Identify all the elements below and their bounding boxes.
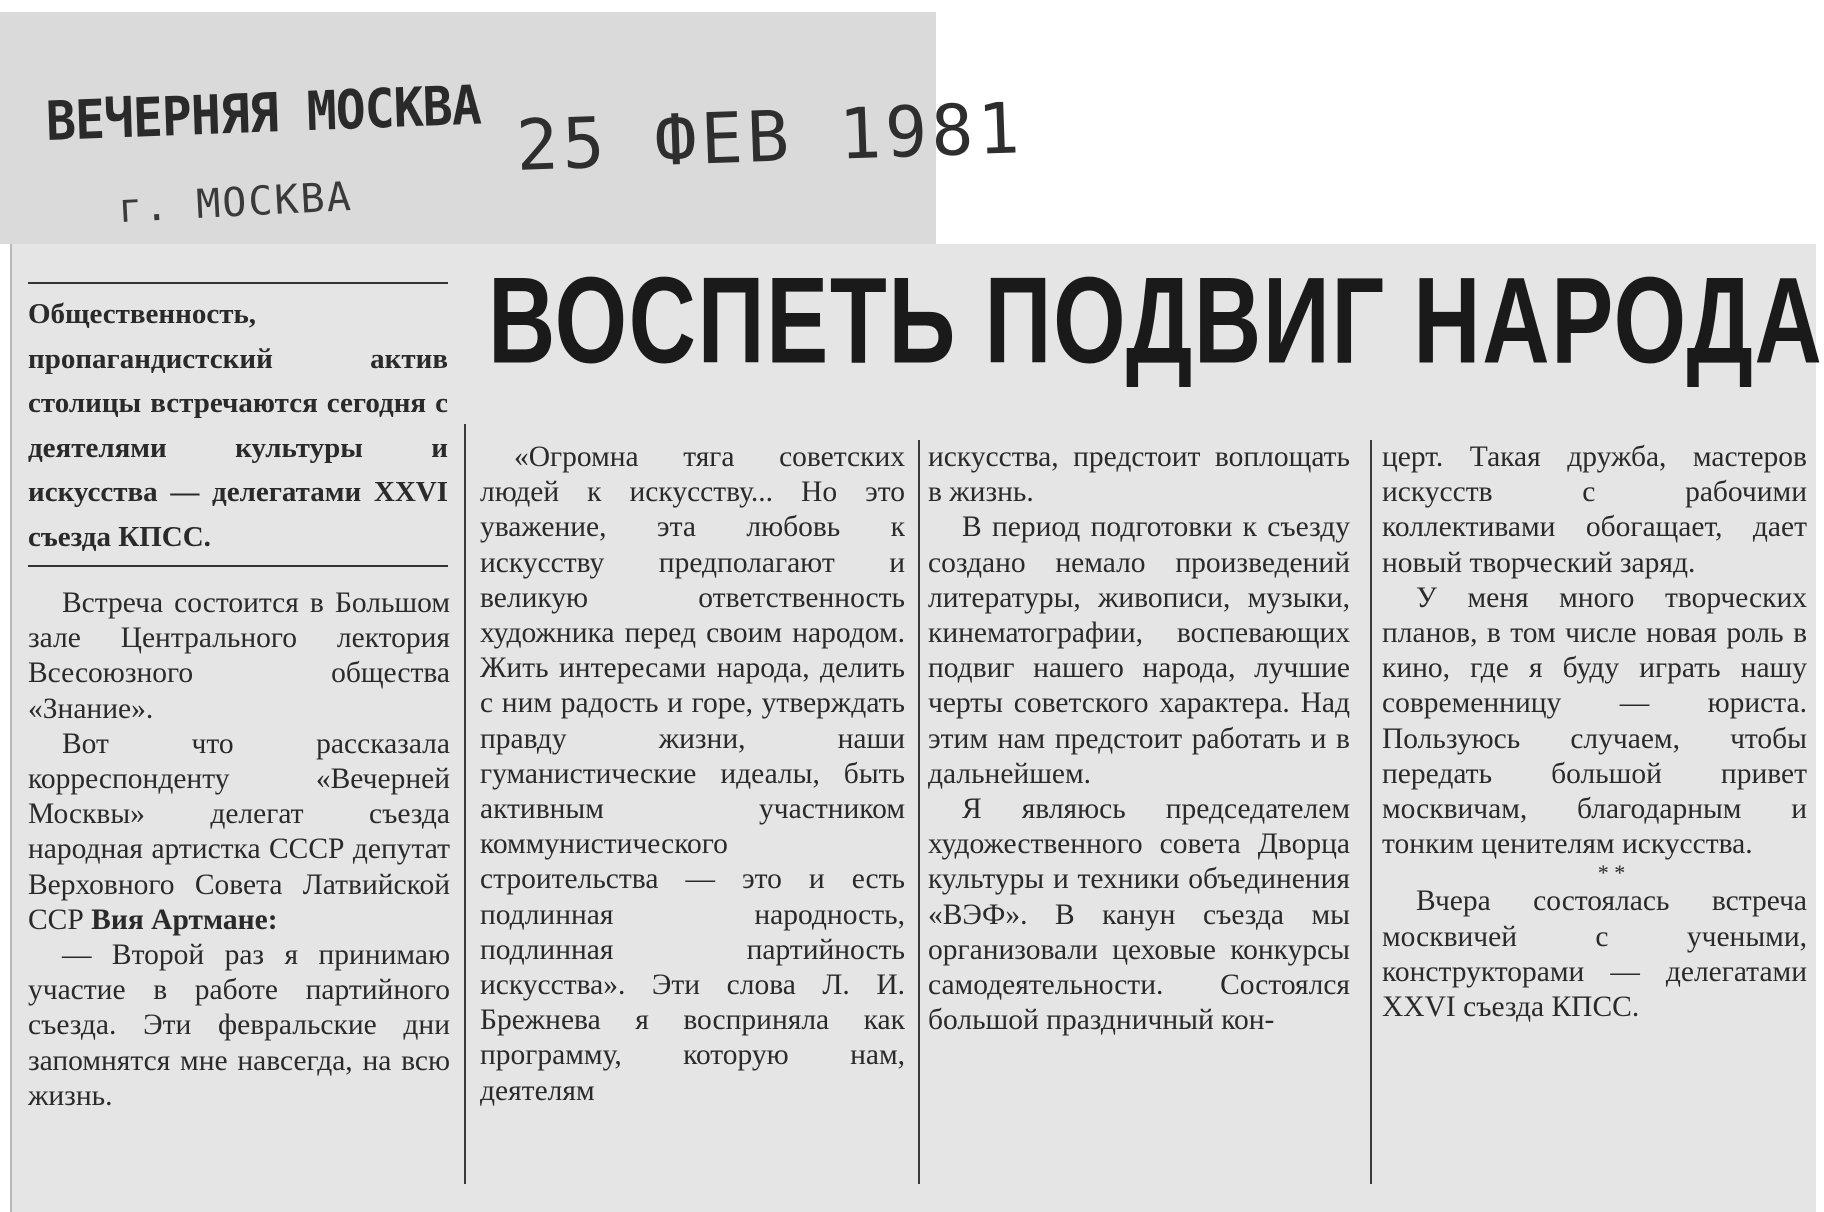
paragraph (28, 727, 450, 938)
stamp-newspaper-name: ВЕЧЕРНЯЯ МОСКВА (44, 73, 482, 153)
column-rule-3 (1370, 440, 1372, 1184)
paragraph: «Огромна тяга советских людей к искусству... Но это уважение, эта любовь к искусству предполагают и великую ответственность художника перед своим народом. Жить интересами народа, делить с ним радость и горе, утверждать правду жизни, наши гуманистические идеалы, быть активным участником коммунистического строительства — это и есть подлинная народность, подлинная партийность искусства». Эти слова Л. И. Брежнева я восприняла как программу, которую нам, деятелям (480, 441, 905, 1107)
archive-stamp-strip (0, 12, 1025, 244)
paragraph-text: Вот что рассказала корреспонденту «Вечерней Москвы» делегат съезда народная артистка СССР депутат Верховного Совета Латвийской ССР (28, 727, 450, 936)
paragraph: Вчера состоялась встреча москвичей с учеными, конструкторами — делегатами XXVI съезда КПСС. (1382, 885, 1807, 1024)
article-column-2 (480, 440, 905, 1109)
paragraph: Я являюсь председателем художественного совета Дворца культуры и техники объединения «ВЭФ». В канун съезда мы организовали цеховые конкурсы самодеятельности. Состоялся большой праздничный кон- (928, 793, 1350, 1037)
paragraph: В период подготовки к съезду создано немало произведений литературы, живописи, музыки, кинематографии, воспевающих подвиг нашего народа, лучшие черты советского характера. Над этим нам предстоит работать и в дальнейшем. (928, 511, 1350, 790)
stamp-city: г. МОСКВА (116, 173, 354, 233)
stamp-date: 25 ФЕВ 1981 (514, 87, 1025, 187)
interviewee-name: Вия Артмане: (91, 903, 278, 936)
paragraph: искусства, предстоит воплощать в жизнь. (928, 441, 1350, 509)
article-headline: ВОСПЕТЬ ПОДВИГ НАРОДА (488, 252, 1824, 390)
column-rule-1 (464, 424, 466, 1184)
paragraph: церт. Такая дружба, мастеров искусств с рабочими коллективами обогащает, дает новый творческий заряд. (1382, 441, 1807, 579)
article-column-3 (928, 440, 1350, 1038)
paragraph: — Второй раз я принимаю участие в работе партийного съезда. Эти февральские дни запомнятся мне навсегда, на всю жизнь. (28, 939, 450, 1112)
article-column-1 (28, 586, 450, 1114)
paragraph: У меня много творческих планов, в том числе новая роль в кино, где я буду играть нашу современницу — юриста. Пользуюсь случаем, чтобы передать большой привет москвичам, благодарным и тонким ценителям искусства. (1382, 581, 1807, 861)
article-column-4 (1382, 440, 1807, 1025)
paragraph: Встреча состоится в Большом зале Центрального лектория Всесоюзного общества «Знание». (28, 587, 450, 725)
column-rule-2 (918, 440, 920, 1184)
article-lead: Общественность, пропагандистский актив столицы встречаются сегодня с деятелями культуры и искусства — делегатами XXVI съезда КПСС. (28, 282, 448, 567)
section-separator: * * (1597, 860, 1626, 886)
